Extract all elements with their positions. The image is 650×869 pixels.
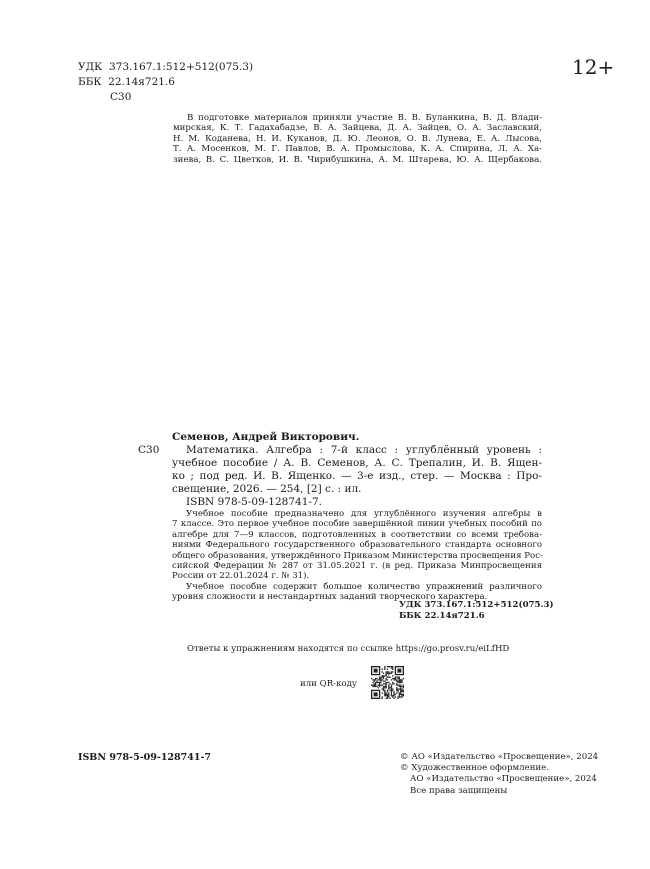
copyright-line: © Художественное оформление. [400, 763, 549, 774]
classification-block [399, 600, 554, 622]
text-line: сийской Федерации № 287 от 31.05.2021 г. (в ред. Приказа Минпросвещения [172, 561, 542, 572]
annotation [172, 509, 542, 603]
copyright-line: АО «Издательство «Просвещение», 2024 [410, 774, 597, 785]
text-line: зиева, В. С. Цветков, И. В. Чирибушкина, А. М. Штарева, Ю. А. Щербакова. [173, 154, 542, 165]
text-line: Т. А. Мосенков, М. Г. Павлов, В. А. Промыслова, К. А. Спирина, Л. А. Ха- [173, 144, 542, 155]
author-mark: С30 [110, 91, 132, 103]
text-line: алгебре для 7—9 классов, подготовленных в соответствии со всеми требова- [172, 529, 542, 540]
udk-code: УДК 373.167.1:512+512(075.3) [399, 600, 554, 610]
text-line: мирская, К. Т. Гадахабадзе, В. А. Зайцева, Д. А. Зайцев, О. А. Заславский, [173, 123, 542, 134]
text-line: В подготовке материалов приняли участие В. В. Буланкина, В. Д. Влади- [187, 113, 542, 123]
bbk-code: 22.14я721.6 [108, 76, 175, 88]
contributors [173, 113, 542, 165]
record-description [172, 444, 542, 509]
record-isbn: ISBN 978-5-09-128741-7. [186, 496, 322, 508]
age-rating: 12+ [572, 55, 615, 79]
answers-text: Ответы к упражнениям находятся по ссылке https://go.prosv.ru/eiLfHD [187, 644, 510, 654]
bbk-label: ББК [78, 76, 102, 88]
text-line: России от 22.01.2024 г. № 31). [172, 571, 310, 582]
copyright-line: © АО «Издательство «Просвещение», 2024 [400, 752, 599, 762]
text-line: свещение, 2026. — 254, [2] с. : ил. [172, 483, 362, 495]
text-line: уровня сложности и нестандартных заданий творческого характера. [172, 592, 488, 603]
footer-isbn: ISBN 978-5-09-128741-7 [78, 752, 212, 763]
text-line: общего образования, утверждённого Приказом Министерства просвещения Рос- [172, 550, 543, 561]
qr-label: или QR-коду [300, 679, 357, 689]
copyright-line: Все права защищены [410, 785, 508, 796]
text-line: Н. М. Коданева, Н. И. Куканов, Д. Ю. Леонов, О. В. Лунева, Е. А. Лысова, [173, 133, 542, 144]
bbk-code: ББК 22.14я721.6 [399, 611, 485, 621]
udk-label: УДК [78, 61, 103, 73]
text-line: ко ; под ред. И. В. Ященко. — 3-е изд., стер. — Москва : Про- [172, 470, 542, 482]
udk-code: 373.167.1:512+512(075.3) [108, 61, 254, 73]
text-line: Математика. Алгебра : 7-й класс : углублённый уровень : [186, 444, 542, 456]
text-line: ниями Федерального государственного образовательного стандарта основного [172, 540, 542, 551]
text-line: 7 классе. Это первое учебное пособие завершённой линии учебных пособий по [172, 519, 542, 530]
record-code: С30 [138, 444, 160, 456]
text-line: Учебное пособие предназначено для углублённого изучения алгебры в [186, 509, 542, 519]
copyright-block [400, 752, 598, 797]
qr-code[interactable] [371, 666, 404, 699]
text-line: Учебное пособие содержит большое количество упражнений различного [186, 581, 542, 592]
record-author: Семенов, Андрей Викторович. [172, 431, 360, 443]
text-line: учебное пособие / А. В. Семенов, А. С. Трепалин, И. В. Ящен- [172, 457, 542, 469]
header-classification [78, 60, 253, 105]
